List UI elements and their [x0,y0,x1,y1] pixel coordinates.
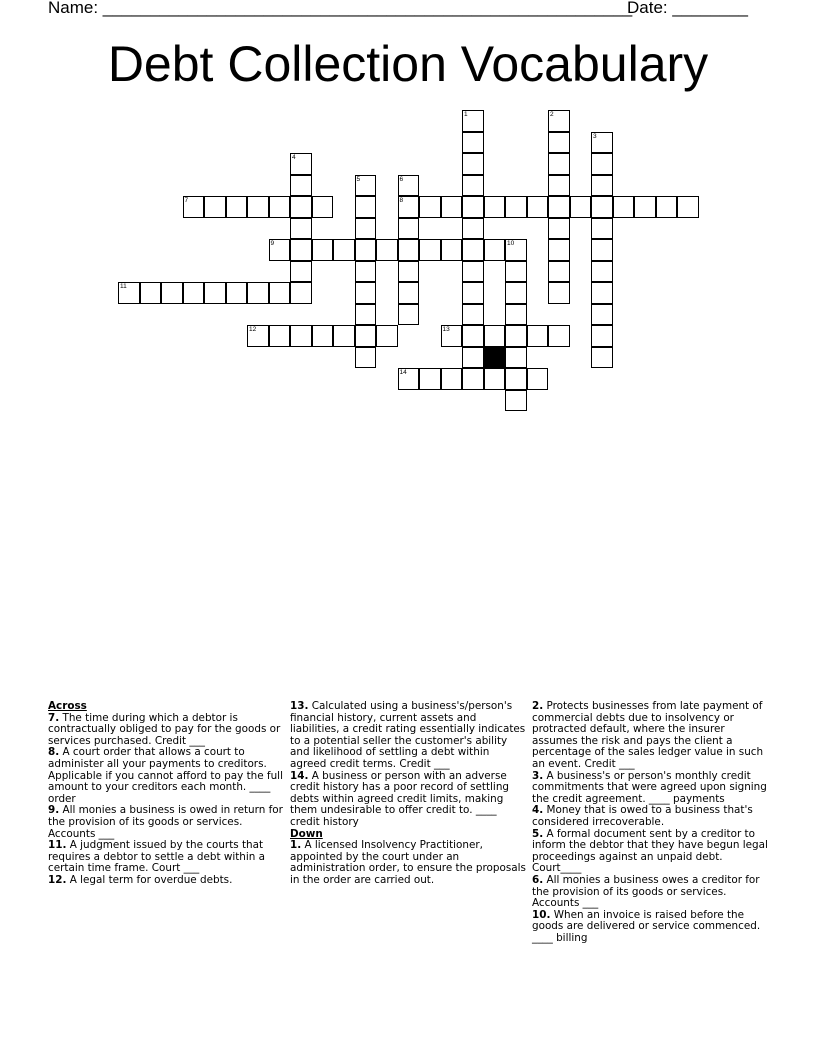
grid-cell[interactable] [505,347,527,369]
grid-cell[interactable] [548,325,570,347]
clue-number: 5. [532,827,544,840]
clues-column-2 [290,701,526,887]
grid-cell[interactable] [269,282,291,304]
grid-cell[interactable] [505,239,527,261]
grid-cell[interactable] [462,239,484,261]
grid-cell[interactable] [548,132,570,154]
clue-text: Calculated using a business's/person's financial history, current assets and liabilities, a credit rating essentially indicates to a potential seller the customer's ability and likelihood of settling a debt within agreed credit terms. Credit ___ [290,700,526,770]
cell-number: 2 [550,111,554,118]
grid-cell[interactable] [462,132,484,154]
clue-text: A business or person with an adverse credit history has a poor record of settling debts within agreed credit limits, making them undesirable to offer credit to. ____ credit history [290,769,509,828]
cell-number: 8 [399,197,404,204]
clues-column-1 [48,701,284,887]
clue-10 [532,910,768,945]
grid-cell[interactable] [462,218,484,240]
grid-cell[interactable] [591,304,613,326]
cell-number: 7 [184,197,189,204]
grid-cell[interactable] [462,325,484,347]
grid-cell[interactable] [355,304,377,326]
clue-number: 9. [48,804,60,817]
black-cell [484,347,506,369]
grid-cell[interactable] [548,239,570,261]
grid-cell[interactable] [505,261,527,283]
grid-cell[interactable] [505,390,527,412]
grid-cell[interactable] [398,239,420,261]
grid-cell[interactable] [505,325,527,347]
grid-cell[interactable] [484,239,506,261]
clue-3 [532,771,768,806]
grid-cell[interactable] [591,282,613,304]
clue-number: 14. [290,769,309,782]
grid-cell[interactable] [527,196,549,218]
grid-cell[interactable] [441,196,463,218]
grid-cell[interactable] [312,239,334,261]
clue-4 [532,805,768,828]
clue-number: 2. [532,700,544,712]
grid-cell[interactable] [290,282,312,304]
grid-cell[interactable] [290,325,312,347]
cell-number: 10 [507,240,515,247]
grid-cell[interactable] [398,175,420,197]
grid-cell[interactable] [140,282,162,304]
grid-cell[interactable] [419,368,441,390]
clue-7 [48,713,284,748]
grid-cell[interactable] [204,282,226,304]
grid-cell[interactable] [591,239,613,261]
grid-cell[interactable] [656,196,678,218]
clue-list-down-1 [290,840,526,886]
grid-cell[interactable] [419,196,441,218]
clue-text: The time during which a debtor is contractually obliged to pay for the goods or services purchased. Credit ___ [48,711,281,747]
clue-number: 13. [290,700,309,712]
grid-cell[interactable] [441,368,463,390]
grid-cell[interactable] [247,325,269,347]
grid-cell[interactable] [484,325,506,347]
clue-2 [532,701,768,771]
down-heading: Down [290,827,323,840]
grid-cell[interactable] [161,282,183,304]
grid-cell[interactable] [441,239,463,261]
grid-cell[interactable] [333,239,355,261]
clue-number: 12. [48,873,67,886]
cell-number: 3 [593,132,597,140]
grid-cell[interactable] [247,282,269,304]
grid-cell[interactable] [591,347,613,369]
clue-1 [290,840,526,886]
grid-cell[interactable] [591,153,613,175]
grid-cell[interactable] [548,261,570,283]
grid-cell[interactable] [548,110,570,132]
clue-5 [532,829,768,875]
clue-number: 10. [532,908,551,921]
grid-cell[interactable] [591,132,613,154]
page-title: Debt Collection Vocabulary [107,36,709,92]
clue-number: 1. [290,839,302,852]
cell-number: 14 [399,369,407,376]
grid-cell[interactable] [355,347,377,369]
grid-cell[interactable] [226,196,248,218]
date-field-label: Date: ________ [627,0,748,17]
clue-13 [290,701,526,771]
clue-list-across-1 [48,713,284,887]
grid-cell[interactable] [441,325,463,347]
clue-text: Protects businesses from late payment of commercial debts due to insolvency or protracted default, where the insurer assumes the risk and pays the client a percentage of the sales ledger value in such an event. Credit ___ [532,700,764,770]
cell-number: 6 [399,175,404,183]
clue-number: 7. [48,711,60,724]
grid-cell[interactable] [527,368,549,390]
grid-cell[interactable] [398,282,420,304]
grid-cell[interactable] [398,368,420,390]
grid-cell[interactable] [312,196,334,218]
grid-cell[interactable] [183,196,205,218]
grid-cell[interactable] [355,239,377,261]
grid-cell[interactable] [548,218,570,240]
grid-cell[interactable] [118,282,140,304]
grid-cell[interactable] [591,175,613,197]
grid-cell[interactable] [505,282,527,304]
clue-number: 3. [532,769,544,782]
clue-6 [532,875,768,910]
grid-cell[interactable] [484,196,506,218]
grid-cell[interactable] [570,196,592,218]
grid-cell[interactable] [548,282,570,304]
grid-cell[interactable] [591,261,613,283]
clue-14 [290,771,526,829]
grid-cell[interactable] [677,196,699,218]
grid-cell[interactable] [247,196,269,218]
clue-number: 8. [48,746,60,759]
grid-cell[interactable] [462,110,484,132]
grid-cell[interactable] [355,282,377,304]
grid-cell[interactable] [269,325,291,347]
cell-number: 11 [120,283,127,290]
grid-cell[interactable] [312,325,334,347]
grid-cell[interactable] [548,196,570,218]
grid-cell[interactable] [462,196,484,218]
grid-cell[interactable] [462,175,484,197]
grid-cell[interactable] [462,368,484,390]
clue-12 [48,875,284,887]
grid-cell[interactable] [462,304,484,326]
cell-number: 5 [356,175,361,183]
clue-text: A business's or person's monthly credit commitments that were agreed upon signing the credit agreement. ____ payments [532,769,767,805]
grid-cell[interactable] [398,304,420,326]
grid-cell[interactable] [355,175,377,197]
clue-text: A formal document sent by a creditor to inform the debtor that they have begun legal proceedings against an unpaid debt. Court____ [532,827,768,875]
grid-cell[interactable] [484,368,506,390]
grid-cell[interactable] [527,325,549,347]
grid-cell[interactable] [462,153,484,175]
grid-cell[interactable] [591,325,613,347]
grid-cell[interactable] [505,368,527,390]
crossword-grid [0,0,816,420]
grid-cell[interactable] [398,218,420,240]
grid-cell[interactable] [634,196,656,218]
clue-9 [48,805,284,840]
grid-cell[interactable] [290,261,312,283]
cell-number: 4 [292,154,296,161]
grid-cell[interactable] [548,175,570,197]
clue-list-across-2 [290,701,526,829]
grid-cell[interactable] [290,153,312,175]
grid-cell[interactable] [591,196,613,218]
grid-cell[interactable] [398,261,420,283]
grid-cell[interactable] [462,347,484,369]
grid-cell[interactable] [355,261,377,283]
clue-text: All monies a business owes a creditor for the provision of its goods or services. Accounts ___ [532,873,760,910]
clue-text: A judgment issued by the courts that requires a debtor to settle a debt within a certain time frame. Court ___ [48,839,266,875]
grid-cell[interactable] [355,325,377,347]
clue-number: 11. [48,839,67,852]
grid-cell[interactable] [462,282,484,304]
grid-cell[interactable] [226,282,248,304]
clue-text: When an invoice is raised before the goods are delivered or service commenced. ____ billing [532,908,761,944]
clue-list-down-2 [532,701,768,944]
grid-cell[interactable] [591,218,613,240]
clues-column-3 [532,701,768,944]
grid-cell[interactable] [183,282,205,304]
name-field-label: Name: ________________________________________________________ [48,0,633,17]
grid-cell[interactable] [376,239,398,261]
grid-cell[interactable] [290,218,312,240]
cell-number: 1 [464,111,468,118]
grid-cell[interactable] [290,239,312,261]
grid-cell[interactable] [204,196,226,218]
grid-cell[interactable] [269,239,291,261]
clue-number: 4. [532,804,544,817]
clue-text: A court order that allows a court to administer all your payments to creditors. Applicable if you cannot afford to pay the full amount to your creditors each month. ____ order [48,746,283,805]
clue-text: A licensed Insolvency Practitioner, appointed by the court under an administration order, to ensure the proposals in the order are carried out. [290,839,526,886]
cell-number: 12 [249,326,257,333]
cell-number: 9 [270,240,275,247]
clue-text: All monies a business is owed in return for the provision of its goods or services. Accounts ___ [48,804,283,840]
grid-cell[interactable] [505,304,527,326]
grid-cell[interactable] [505,196,527,218]
grid-cell[interactable] [548,153,570,175]
grid-cell[interactable] [355,218,377,240]
clue-8 [48,747,284,805]
cell-number: 13 [442,326,450,333]
grid-cell[interactable] [376,325,398,347]
grid-cell[interactable] [462,261,484,283]
grid-cell[interactable] [290,196,312,218]
grid-cell[interactable] [333,325,355,347]
grid-cell[interactable] [290,175,312,197]
grid-cell[interactable] [398,196,420,218]
grid-cell[interactable] [419,239,441,261]
grid-cell[interactable] [355,196,377,218]
grid-cell[interactable] [613,196,635,218]
clue-text: Money that is owed to a business that's considered irrecoverable. [532,804,753,828]
grid-cell[interactable] [269,196,291,218]
across-heading: Across [48,700,87,712]
clue-number: 6. [532,873,544,886]
clue-text: A legal term for overdue debts. [66,873,233,886]
clue-11 [48,840,284,875]
